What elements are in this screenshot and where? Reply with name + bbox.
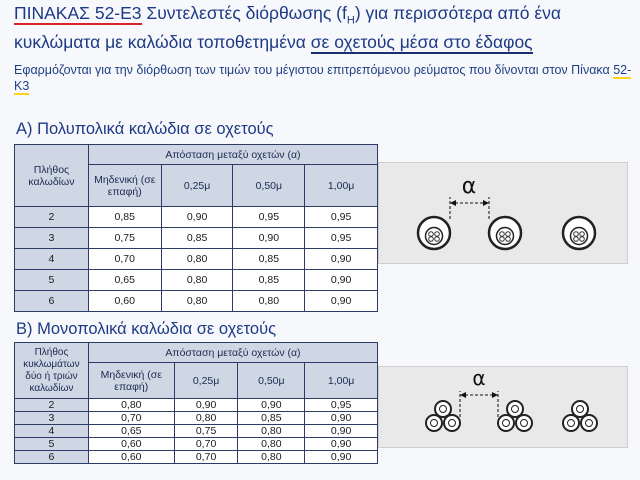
trefoil-2 [498,401,532,431]
table-row [15,228,378,249]
table-cell: 0,90 [305,425,378,438]
trefoil-3 [563,401,597,431]
table-row [15,270,378,291]
table-cell: 0,70 [88,412,174,425]
single-core-duct-illustration [379,367,627,447]
title-highlight: σε οχετούς μέσα στο έδαφος [310,31,533,52]
table-cell: 0,90 [305,451,378,464]
table-cell: 0,65 [88,425,174,438]
row-count: 2 [15,207,89,228]
row-count: 3 [15,412,89,425]
table-cell: 0,80 [238,451,305,464]
header-cable-count: Πλήθος καλωδίων [15,145,89,207]
intro-table-ref: 52-Κ3 [14,63,632,93]
table-row [15,249,378,270]
row-count: 6 [15,451,89,464]
duct-2 [489,217,521,249]
table-cell: 0,70 [174,451,238,464]
section-a-title: Α) Πολυπολικά καλώδια σε οχετούς [16,120,274,138]
section-b-table [14,342,378,464]
table-cell: 0,90 [161,207,233,228]
header-circuit-count: Πλήθος κυκλωμάτων δύο ή τριών καλωδίων [15,343,89,399]
title-subscript: H [346,14,355,27]
table-cell: 0,75 [174,425,238,438]
table-cell: 0,60 [88,451,174,464]
distance-label-b: α [472,367,486,390]
section-a-duct-diagram [378,162,628,264]
table-cell: 0,60 [88,438,174,451]
title-text-b: ) για περισσότερα από ένα κυκλώματα με καλώδια τοποθετημένα [14,3,562,52]
section-a-table [14,144,378,312]
col-header-025: 0,25μ [161,165,233,207]
row-count: 5 [15,270,89,291]
row-count: 3 [15,228,89,249]
table-cell: 0,70 [88,249,161,270]
table-cell: 0,95 [305,228,378,249]
table-number: ΠΙΝΑΚΑΣ 52-Ε3 [14,3,142,23]
section-b-duct-diagram [378,366,628,448]
header-distance: Απόσταση μεταξύ οχετών (α) [88,145,377,165]
table-cell: 0,75 [88,228,161,249]
table-cell: 0,80 [161,249,233,270]
table-row [15,451,378,464]
table-cell: 0,90 [238,399,305,412]
intro-text: Εφαρμόζονται για την διόρθωση των τιμών του μέγιστου επιτρεπόμενου ρεύματος που δίνονται στον Πίνακα [14,63,614,77]
table-cell: 0,80 [88,399,174,412]
duct-3 [563,217,595,249]
row-count: 5 [15,438,89,451]
row-count: 6 [15,291,89,312]
col-header-025: 0,25μ [174,363,238,399]
row-count: 4 [15,249,89,270]
title-text-a: Συντελεστές διόρθωσης (f [141,3,347,23]
table-cell: 0,90 [305,438,378,451]
page-title [14,3,634,53]
table-cell: 0,90 [233,228,305,249]
table-cell: 0,85 [233,270,305,291]
table-cell: 0,80 [161,270,233,291]
table-cell: 0,65 [88,270,161,291]
trefoil-1 [426,401,460,431]
section-b-title: Β) Μονοπολικά καλώδια σε οχετούς [16,320,277,338]
table-row [15,207,378,228]
table-cell: 0,70 [174,438,238,451]
table-cell: 0,85 [161,228,233,249]
table-cell: 0,90 [305,412,378,425]
table-cell: 0,80 [233,291,305,312]
table-cell: 0,95 [305,207,378,228]
table-cell: 0,90 [305,270,378,291]
multicore-duct-illustration [379,163,627,263]
table-cell: 0,80 [238,425,305,438]
row-count: 2 [15,399,89,412]
col-header-100: 1,00μ [305,363,378,399]
table-cell: 0,85 [238,412,305,425]
table-cell: 0,80 [161,291,233,312]
col-header-zero: Μηδενική (σε επαφή) [88,165,161,207]
header-distance: Απόσταση μεταξύ οχετών (α) [88,343,377,363]
row-count: 4 [15,425,89,438]
col-header-050: 0,50μ [238,363,305,399]
table-row [15,399,378,412]
table-row [15,412,378,425]
table-cell: 0,95 [305,399,378,412]
table-cell: 0,95 [233,207,305,228]
col-header-zero: Μηδενική (σε επαφή) [88,363,174,399]
duct-1 [418,217,450,249]
table-cell: 0,90 [305,291,378,312]
col-header-100: 1,00μ [305,165,378,207]
table-row [15,425,378,438]
table-cell: 0,85 [88,207,161,228]
table-cell: 0,60 [88,291,161,312]
table-row [15,291,378,312]
table-cell: 0,80 [238,438,305,451]
distance-label-a: α [461,174,477,199]
table-cell: 0,80 [174,412,238,425]
table-cell: 0,90 [174,399,238,412]
table-cell: 0,90 [305,249,378,270]
col-header-050: 0,50μ [233,165,305,207]
intro-paragraph [14,62,634,94]
table-row [15,438,378,451]
table-cell: 0,85 [233,249,305,270]
